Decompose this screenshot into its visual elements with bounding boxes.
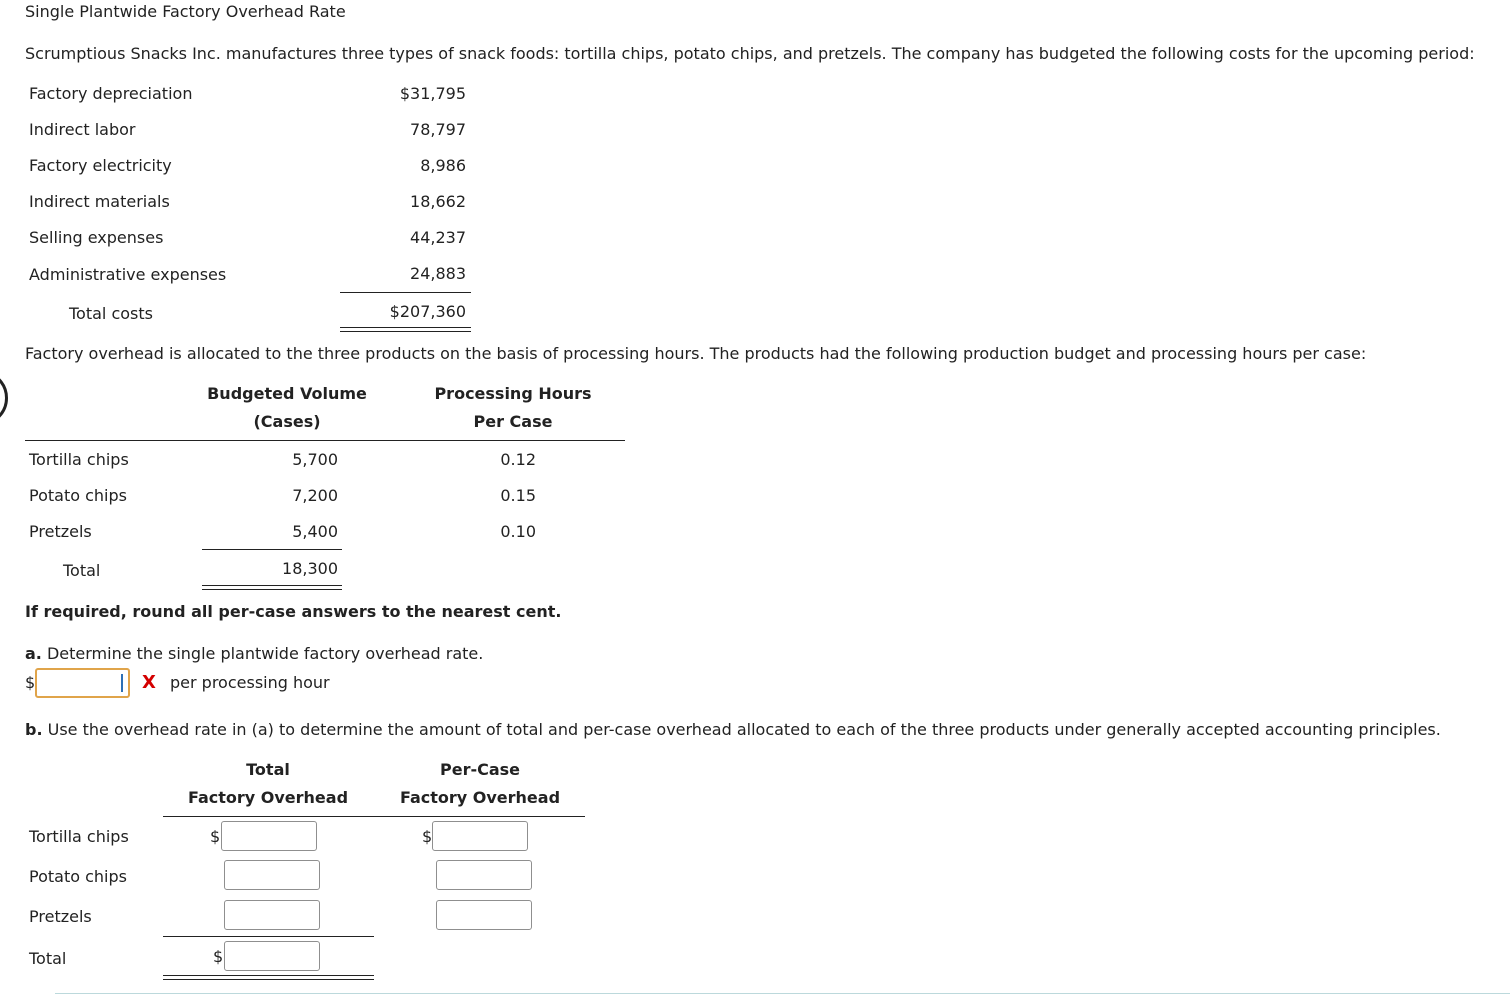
hours-value: 0.10	[500, 522, 536, 541]
product-label: Potato chips	[29, 867, 127, 886]
production-total-volume: 18,300	[282, 559, 338, 578]
currency-symbol: $	[422, 827, 433, 846]
scroll-indicator-circle	[0, 370, 8, 426]
cost-value: 78,797	[410, 120, 466, 139]
volume-value: 5,400	[292, 522, 338, 541]
cost-label: Administrative expenses	[29, 265, 227, 284]
per-case-overhead-pretzels-input[interactable]	[436, 900, 532, 930]
overhead-rate-input[interactable]	[35, 668, 130, 698]
currency-symbol: $	[210, 827, 221, 846]
header-rule	[163, 816, 585, 817]
rounding-note: If required, round all per-case answers to the nearest cent.	[25, 602, 562, 621]
total-costs-value: $207,360	[389, 302, 466, 321]
product-label: Pretzels	[29, 907, 92, 926]
bottom-divider	[55, 993, 1510, 994]
cost-label: Selling expenses	[29, 228, 164, 247]
hours-value: 0.15	[500, 486, 536, 505]
header-per-case: Per Case	[473, 412, 553, 431]
header-rule	[25, 440, 625, 441]
currency-symbol: $	[213, 947, 224, 966]
total-overhead-potato-input[interactable]	[224, 860, 320, 890]
total-overhead-tortilla-input[interactable]	[221, 821, 317, 851]
page-title: Single Plantwide Factory Overhead Rate	[25, 2, 346, 21]
cost-label: Indirect labor	[29, 120, 136, 139]
intro-text: Scrumptious Snacks Inc. manufactures three types of snack foods: tortilla chips, potato chips, and pretzels. The company has budgeted the following costs for the upcoming period:	[25, 44, 1475, 63]
cost-label: Factory electricity	[29, 156, 172, 175]
per-case-overhead-tortilla-input[interactable]	[432, 821, 528, 851]
cost-value: $31,795	[399, 84, 466, 103]
total-double-rule	[163, 975, 374, 980]
cost-value: 44,237	[410, 228, 466, 247]
part-a-letter: a.	[25, 644, 42, 663]
text-cursor	[121, 674, 123, 692]
total-overhead-pretzels-input[interactable]	[224, 900, 320, 930]
part-a-prompt: Determine the single plantwide factory overhead rate.	[46, 644, 484, 663]
volume-total-double-rule	[202, 585, 342, 590]
header-cases: (Cases)	[253, 412, 321, 431]
part-b-prompt: Use the overhead rate in (a) to determine the amount of total and per-case overhead allocated to each of the three products under generally accepted accounting principles.	[47, 720, 1441, 739]
total-overhead-total-input[interactable]	[224, 941, 320, 971]
header-per-case: Per-Case	[439, 760, 521, 779]
rate-unit-label: per processing hour	[170, 673, 330, 692]
header-per-case-factory-overhead: Factory Overhead	[399, 788, 561, 807]
total-costs-label: Total costs	[69, 304, 153, 323]
volume-value: 7,200	[292, 486, 338, 505]
product-label: Pretzels	[29, 522, 92, 541]
cost-value: 18,662	[410, 192, 466, 211]
volume-value: 5,700	[292, 450, 338, 469]
incorrect-mark-icon: X	[142, 672, 156, 693]
production-total-label: Total	[63, 561, 101, 580]
total-row-label: Total	[29, 949, 67, 968]
header-budgeted-volume: Budgeted Volume	[207, 384, 367, 403]
cost-label: Indirect materials	[29, 192, 170, 211]
header-total-factory-overhead: Factory Overhead	[187, 788, 349, 807]
header-total: Total	[246, 760, 290, 779]
total-double-rule	[340, 327, 471, 332]
cost-value: 24,883	[410, 264, 466, 283]
cost-label: Factory depreciation	[29, 84, 193, 103]
currency-symbol: $	[25, 673, 36, 692]
header-processing-hours: Processing Hours	[434, 384, 592, 403]
cost-value: 8,986	[420, 156, 466, 175]
total-subtotal-rule	[163, 936, 374, 937]
product-label: Tortilla chips	[29, 827, 129, 846]
subtotal-rule	[340, 292, 471, 293]
per-case-overhead-potato-input[interactable]	[436, 860, 532, 890]
volume-subtotal-rule	[202, 549, 342, 550]
hours-value: 0.12	[500, 450, 536, 469]
allocation-text: Factory overhead is allocated to the three products on the basis of processing hours. The products had the following production budget and processing hours per case:	[25, 344, 1367, 363]
product-label: Potato chips	[29, 486, 127, 505]
product-label: Tortilla chips	[29, 450, 129, 469]
part-b-letter: b.	[25, 720, 43, 739]
